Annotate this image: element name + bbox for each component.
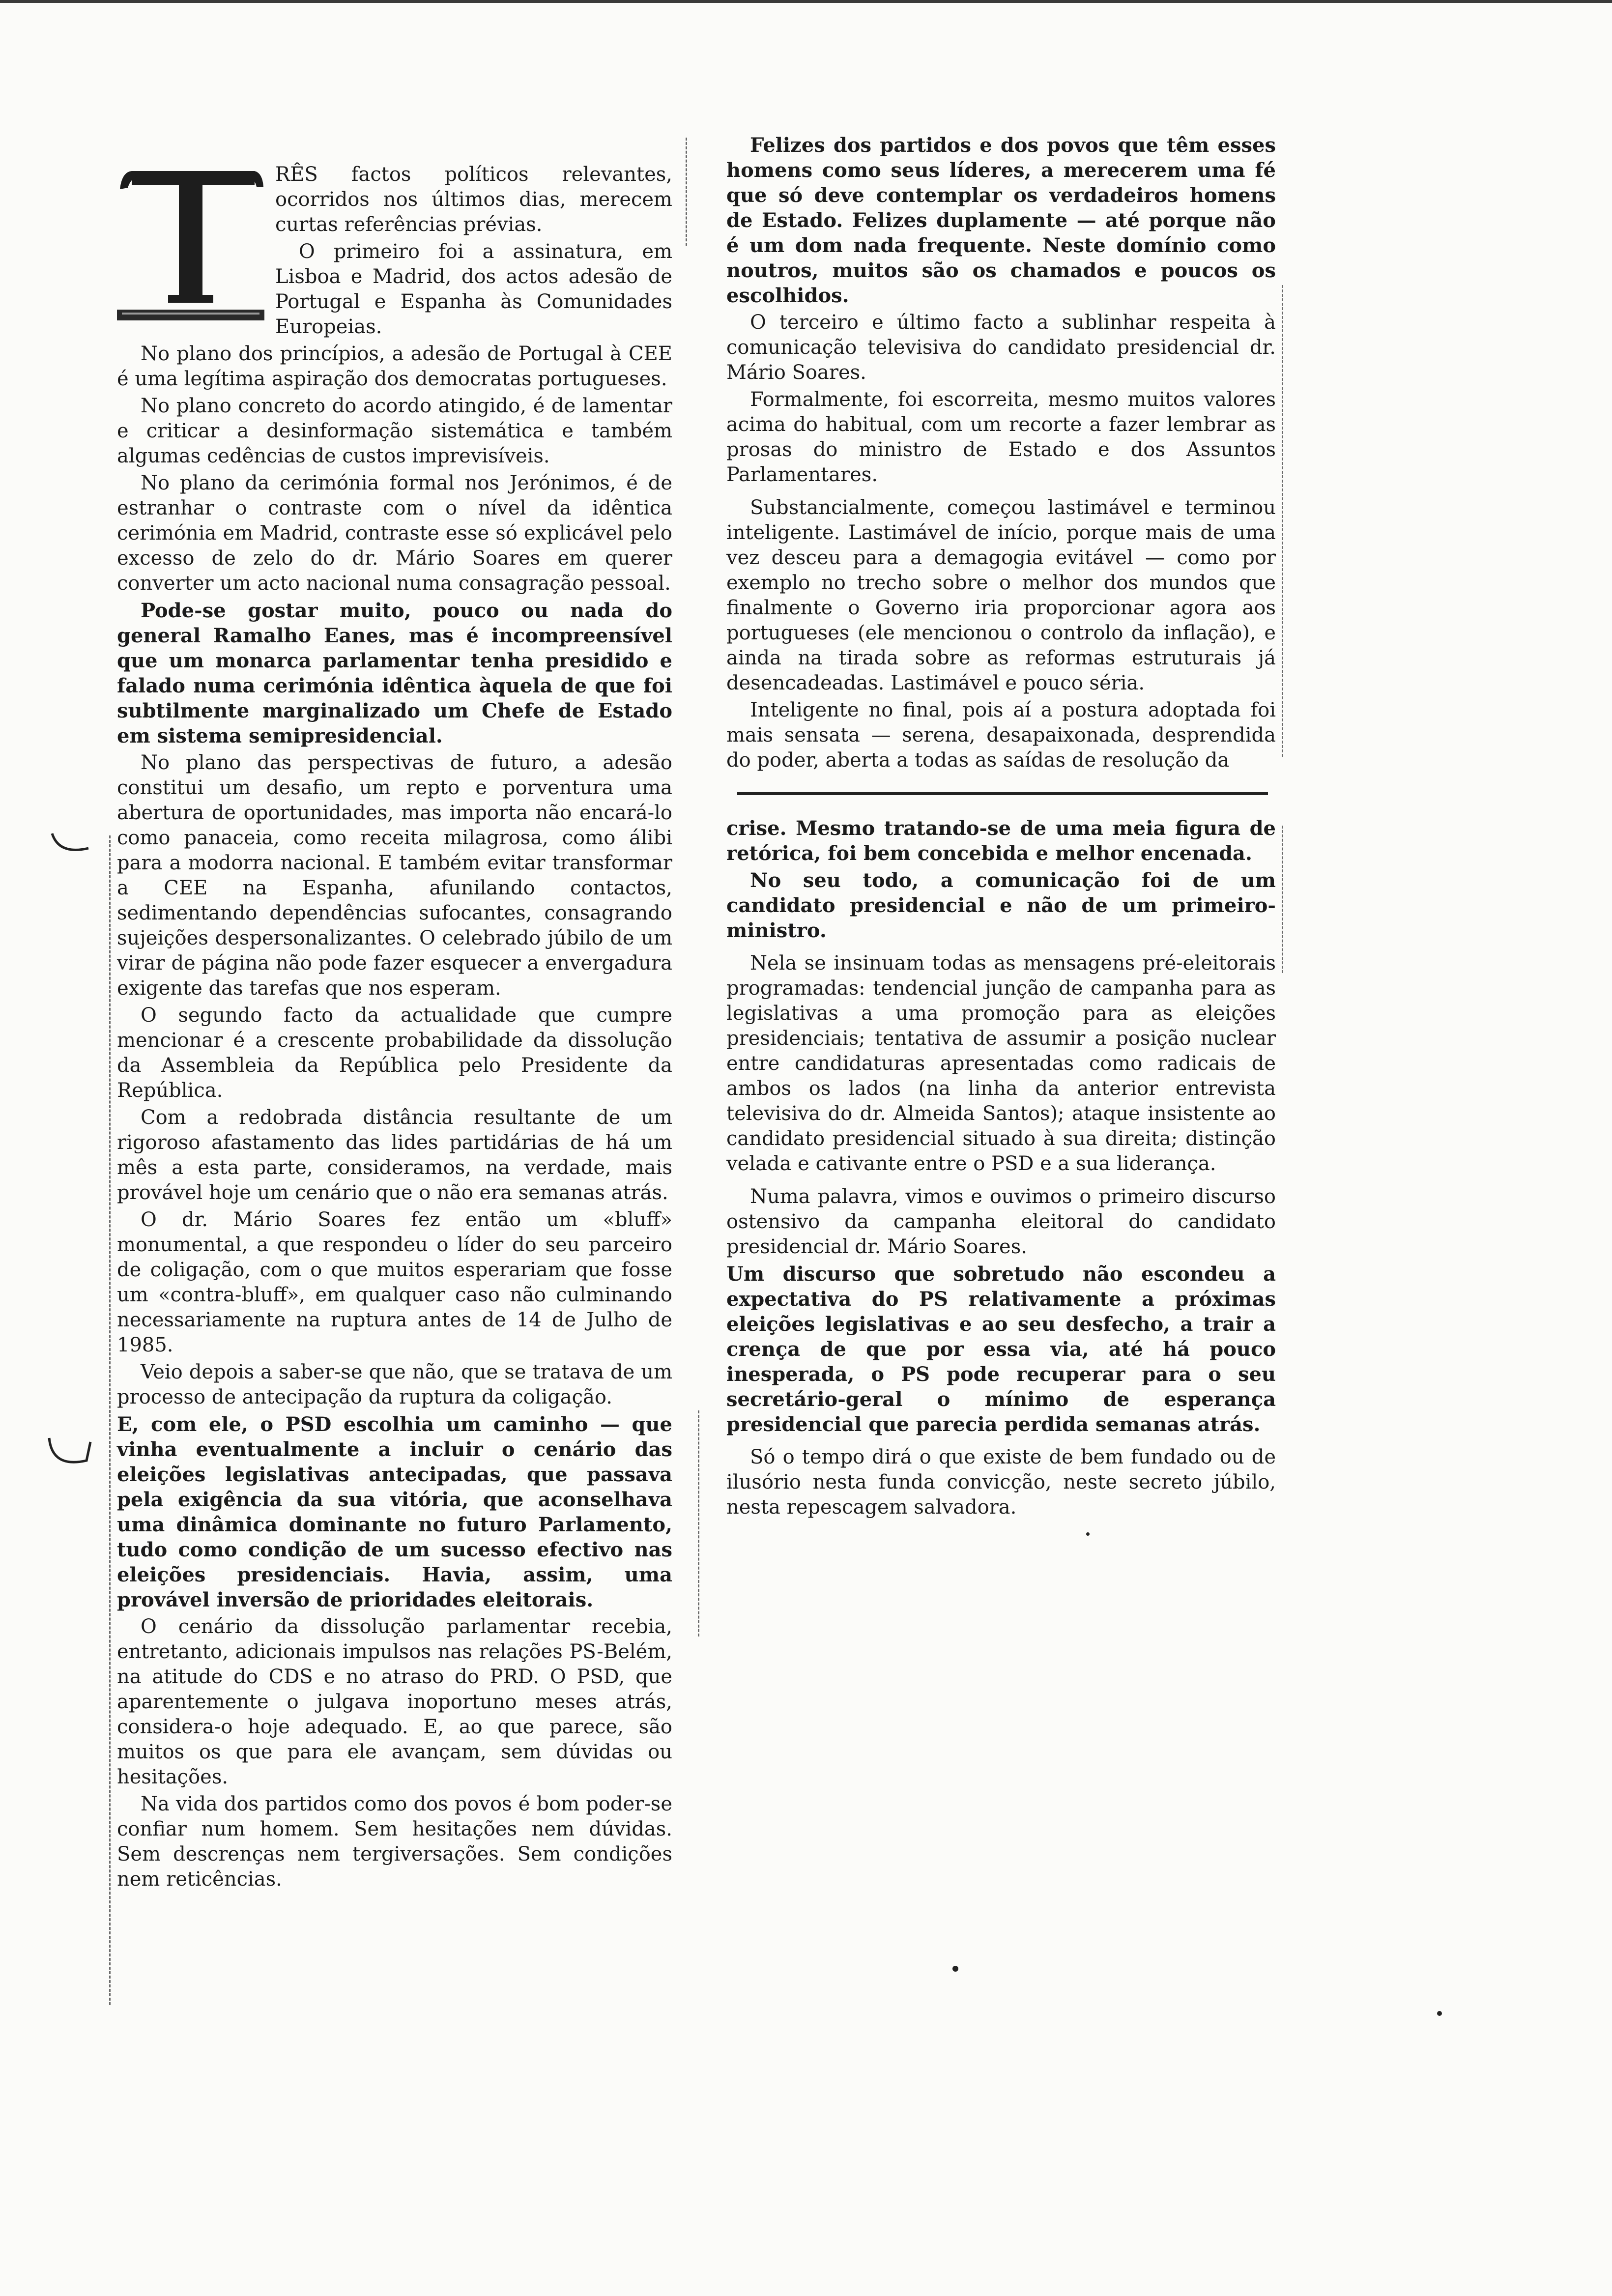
page-top-edge — [0, 0, 1612, 3]
section-divider — [737, 792, 1268, 795]
right-margin-line — [1282, 285, 1283, 757]
right-column-upper — [726, 133, 1276, 775]
paragraph: Formalmente, foi escorreita, mesmo muitos valores acima do habitual, com um recorte a fazer lembrar as prosas do ministro de Estado e dos Assuntos Parlamentares. — [726, 388, 1276, 486]
right-margin-line — [1282, 826, 1283, 973]
paragraph: Só o tempo dirá o que existe de bem fundado ou de ilusório nesta funda convicção, neste secreto júbilo, nesta repescagem salvadora. — [726, 1446, 1276, 1519]
paragraph: Substancialmente, começou lastimável e terminou inteligente. Lastimável de início, porque mais de uma vez desceu para a demagogia evitável — como por exemplo no trecho sobre o melhor dos mundos que finalmente o Governo iria proporcionar agora aos portugueses (ele mencionou o controlo da inflação), e ainda na tirada sobre as reformas estruturais já desencadeadas. Lastimável e pouco séria. — [726, 496, 1276, 694]
paragraph-bold: Felizes dos partidos e dos povos que têm esses homens como seus líderes, a merecerem uma fé que só deve contemplar os verdadeiros homens de Estado. Felizes duplamente — até porque não é um dom nada frequente. Neste domínio como noutros, muitos são os chamados e poucos os escolhidos. — [726, 134, 1276, 307]
margin-hook-mark — [49, 831, 93, 860]
paragraph: Numa palavra, vimos e ouvimos o primeiro discurso ostensivo da campanha eleitoral do candidato presidencial dr. Mário Soares. — [726, 1185, 1276, 1258]
left-margin-line — [109, 835, 111, 2005]
paragraph-bold: Pode-se gostar muito, pouco ou nada do general Ramalho Eanes, mas é incompreensível que um monarca parlamentar tenha presidido e falado numa cerimónia idêntica àquela de que foi subtilmente marginalizado um Chefe de Estado em sistema semipresidencial. — [117, 599, 672, 747]
scan-speck — [952, 1966, 958, 1972]
center-gutter-line — [686, 138, 687, 246]
paragraph: Na vida dos partidos como dos povos é bom poder-se confiar num homem. Sem hesitações nem dúvidas. Sem descrenças nem tergiversações. Sem condições nem reticências. — [117, 1793, 672, 1891]
paragraph-bold: No seu todo, a comunicação foi de um candidato presidencial e não de um primeiro-ministro. — [726, 869, 1276, 942]
paragraph-bold: E, com ele, o PSD escolhia um caminho — que vinha eventualmente a incluir o cenário das eleições legislativas antecipadas, que passava pela exigência da sua vitória, que aconselhava uma dinâmica dominante no futuro Parlamento, tudo como condição de um sucesso efectivo nas eleições presidenciais. Havia, assim, uma provável inversão de prioridades eleitorais. — [117, 1413, 672, 1611]
scan-speck — [1437, 2011, 1442, 2016]
paragraph: No plano dos princípios, a adesão de Portugal à CEE é uma legítima aspiração dos democratas portugueses. — [117, 343, 672, 390]
paragraph: O cenário da dissolução parlamentar recebia, entretanto, adicionais impulsos nas relações PS-Belém, na atitude do CDS e no atraso do PRD. O PSD, que aparentemente o julgava inoportuno meses atrás, considera-o hoje adequado. E, ao que parece, são muitos os que para ele avançam, sem dúvidas ou hesitações. — [117, 1615, 672, 1788]
paragraph: O dr. Mário Soares fez então um «bluff» monumental, a que respondeu o líder do seu parceiro de coligação, com o que muitos esperariam que fosse um «contra-bluff», em qualquer caso não culminando necessariamente na ruptura antes de 14 de Julho de 1985. — [117, 1208, 672, 1356]
left-column — [117, 162, 672, 1894]
dropcap-letter — [117, 162, 264, 332]
scan-speck — [1086, 1532, 1090, 1536]
paragraph: Inteligente no final, pois aí a postura adoptada foi mais sensata — serena, desapaixonada, desprendida do poder, aberta a todas as saídas de resolução da — [726, 699, 1276, 772]
paragraph: O terceiro e último facto a sublinhar respeita à comunicação televisiva do candidato presidencial dr. Mário Soares. — [726, 311, 1276, 384]
paragraph: O segundo facto da actualidade que cumpre mencionar é a crescente probabilidade da dissolução da Assembleia da República pelo Presidente da República. — [117, 1004, 672, 1102]
paragraph: Com a redobrada distância resultante de um rigoroso afastamento das lides partidárias de há um mês a esta parte, consideramos, na verdade, mais provável hoje um cenário que o não era semanas atrás. — [117, 1106, 672, 1204]
paragraph: No plano da cerimónia formal nos Jerónimos, é de estranhar o contraste com o nível da idêntica cerimónia em Madrid, contraste esse só explicável pelo excesso de zelo do dr. Mário Soares em querer converter um acto nacional numa consagração pessoal. — [117, 472, 672, 595]
paragraph: No plano das perspectivas de futuro, a adesão constitui um desafio, um repto e porventura uma abertura de oportunidades, mas importa não encará-lo como panaceia, como receita milagrosa, como álibi para a modorra nacional. E também evitar transformar a CEE na Espanha, afunilando contactos, sedimentando dependências sufocantes, consagrando sujeições despersonalizantes. O celebrado júbilo de um virar de página não pode fazer esquecer a envergadura exigente das tarefas que nos esperam. — [117, 751, 672, 1000]
opening-block — [117, 162, 672, 342]
paragraph-intro: RÊS factos políticos relevantes, ocorridos nos últimos dias, merecem curtas referências prévias. — [275, 163, 672, 236]
paragraph-bold: crise. Mesmo tratando-se de uma meia figura de retórica, foi bem concebida e melhor encenada. — [726, 817, 1276, 865]
paragraph-bold: Um discurso que sobretudo não escondeu a expectativa do PS relativamente a próximas eleições legislativas e ao seu desfecho, a trair a crença de que por essa via, até há pouco inesperada, o PS pode recuperar para o seu secretário-geral o mínimo de esperança presidencial que parecia perdida semanas atrás. — [726, 1263, 1276, 1436]
dropcap-t-icon — [117, 162, 264, 332]
paragraph: Veio depois a saber-se que não, que se tratava de um processo de antecipação da ruptura da coligação. — [117, 1361, 672, 1408]
center-gutter-line — [698, 1410, 699, 1636]
right-column-lower — [726, 816, 1276, 1522]
margin-hook-mark — [45, 1435, 94, 1474]
paragraph: Nela se insinuam todas as mensagens pré-eleitorais programadas: tendencial junção de campanha para as legislativas a uma promoção para as eleições presidenciais; tentativa de assumir a posição nuclear entre candidaturas apresentadas como radicais de ambos os lados (na linha da anterior entrevista televisiva do dr. Almeida Santos); ataque insistente ao candidato presidencial situado à sua direita; distinção velada e cativante entre o PSD e a sua liderança. — [726, 952, 1276, 1175]
paragraph: O primeiro foi a assinatura, em Lisboa e Madrid, dos actos adesão de Portugal e Espanha às Comunidades Europeias. — [275, 240, 672, 338]
paragraph: No plano concreto do acordo atingido, é de lamentar e criticar a desinformação sistemática e também algumas cedências de custos imprevisíveis. — [117, 395, 672, 467]
